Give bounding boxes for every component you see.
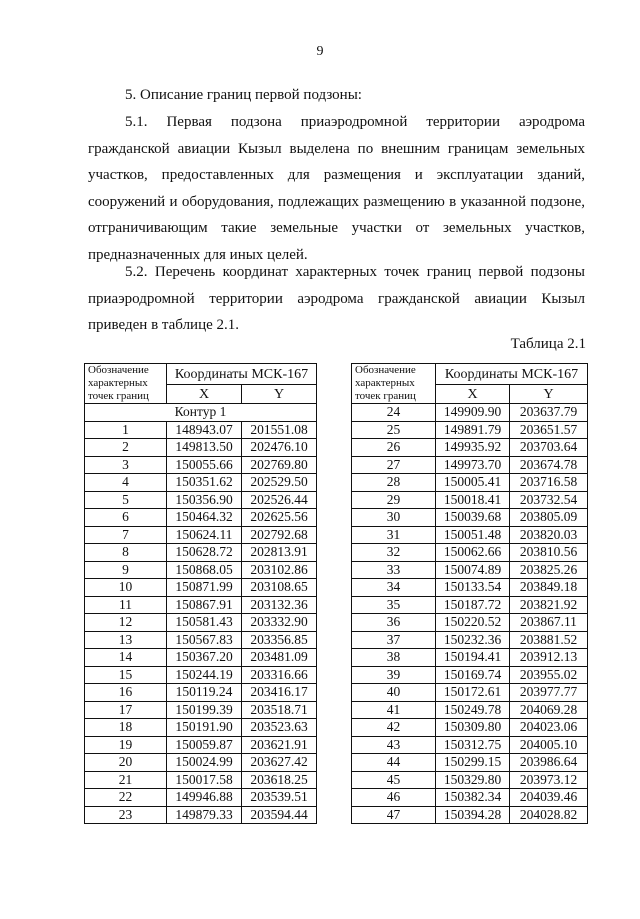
coord-x: 150382.34 xyxy=(436,789,510,807)
table-row xyxy=(85,456,317,474)
table-row xyxy=(352,631,588,649)
paragraph-5-2: 5.2. Перечень координат характерных точек границ первой подзоны приаэродромной территории аэродрома гражданской авиации Кызыл приведен в таблице 2.1. xyxy=(88,264,585,334)
point-number: 38 xyxy=(352,649,436,667)
table-row xyxy=(85,596,317,614)
coord-x: 150367.20 xyxy=(167,649,242,667)
coord-x: 149891.79 xyxy=(436,421,510,439)
coord-y: 203637.79 xyxy=(510,404,588,422)
coordinates-table-right xyxy=(351,363,588,824)
coord-x: 149813.50 xyxy=(167,439,242,457)
coord-x: 150232.36 xyxy=(436,631,510,649)
table-row xyxy=(352,421,588,439)
coord-y: 202769.80 xyxy=(242,456,317,474)
coord-y: 203881.52 xyxy=(510,631,588,649)
table-row xyxy=(85,439,317,457)
coord-x: 150169.74 xyxy=(436,666,510,684)
contour-label: Контур 1 xyxy=(85,404,317,422)
table-row xyxy=(85,736,317,754)
point-number: 20 xyxy=(85,754,167,772)
coord-y: 204028.82 xyxy=(510,806,588,824)
point-number: 35 xyxy=(352,596,436,614)
table-row xyxy=(85,754,317,772)
table-row xyxy=(352,684,588,702)
coord-y: 203618.25 xyxy=(242,771,317,789)
coord-x: 150312.75 xyxy=(436,736,510,754)
table-row xyxy=(352,596,588,614)
coord-x: 150055.66 xyxy=(167,456,242,474)
coord-y: 203594.44 xyxy=(242,806,317,824)
table-row xyxy=(352,719,588,737)
point-number: 12 xyxy=(85,614,167,632)
point-number: 24 xyxy=(352,404,436,422)
point-number: 27 xyxy=(352,456,436,474)
coord-x: 150464.32 xyxy=(167,509,242,527)
table-row xyxy=(85,684,317,702)
coord-x: 150005.41 xyxy=(436,474,510,492)
coord-x: 150628.72 xyxy=(167,544,242,562)
coord-y: 203805.09 xyxy=(510,509,588,527)
coord-y: 203716.58 xyxy=(510,474,588,492)
point-number: 5 xyxy=(85,491,167,509)
point-number: 32 xyxy=(352,544,436,562)
coord-y: 203825.26 xyxy=(510,561,588,579)
point-number: 17 xyxy=(85,701,167,719)
coord-y: 203820.03 xyxy=(510,526,588,544)
coord-x: 150187.72 xyxy=(436,596,510,614)
coord-y: 203703.64 xyxy=(510,439,588,457)
point-number: 33 xyxy=(352,561,436,579)
point-number: 7 xyxy=(85,526,167,544)
coord-y: 203810.56 xyxy=(510,544,588,562)
coord-y: 203356.85 xyxy=(242,631,317,649)
coord-x: 150059.87 xyxy=(167,736,242,754)
point-number: 41 xyxy=(352,701,436,719)
coord-y: 203523.63 xyxy=(242,719,317,737)
coord-x: 150074.89 xyxy=(436,561,510,579)
coord-x: 150624.11 xyxy=(167,526,242,544)
coord-x: 150024.99 xyxy=(167,754,242,772)
coord-y: 203518.71 xyxy=(242,701,317,719)
table-row xyxy=(85,789,317,807)
point-number: 19 xyxy=(85,736,167,754)
table-row xyxy=(85,649,317,667)
point-number: 45 xyxy=(352,771,436,789)
coord-y: 203316.66 xyxy=(242,666,317,684)
coord-x: 150309.80 xyxy=(436,719,510,737)
table-row xyxy=(85,666,317,684)
header-x: X xyxy=(436,385,510,404)
coord-x: 150356.90 xyxy=(167,491,242,509)
header-y: Y xyxy=(242,385,317,404)
point-number: 22 xyxy=(85,789,167,807)
table-row xyxy=(352,806,588,824)
coord-y: 204069.28 xyxy=(510,701,588,719)
page-number: 9 xyxy=(316,44,324,59)
coord-y: 203481.09 xyxy=(242,649,317,667)
point-number: 16 xyxy=(85,684,167,702)
coord-x: 150351.62 xyxy=(167,474,242,492)
table-row xyxy=(85,614,317,632)
point-number: 1 xyxy=(85,421,167,439)
point-number: 14 xyxy=(85,649,167,667)
coord-y: 203674.78 xyxy=(510,456,588,474)
coord-x: 150194.41 xyxy=(436,649,510,667)
table-row xyxy=(352,579,588,597)
table-row xyxy=(85,631,317,649)
coord-y: 203102.86 xyxy=(242,561,317,579)
table-row xyxy=(352,474,588,492)
point-number: 37 xyxy=(352,631,436,649)
coord-y: 203986.64 xyxy=(510,754,588,772)
coord-x: 150199.39 xyxy=(167,701,242,719)
coord-x: 150299.15 xyxy=(436,754,510,772)
coord-x: 150244.19 xyxy=(167,666,242,684)
coord-y: 201551.08 xyxy=(242,421,317,439)
point-number: 42 xyxy=(352,719,436,737)
table-row xyxy=(85,579,317,597)
coord-x: 150172.61 xyxy=(436,684,510,702)
table-row xyxy=(352,561,588,579)
coord-y: 203332.90 xyxy=(242,614,317,632)
point-number: 47 xyxy=(352,806,436,824)
table-row xyxy=(85,806,317,824)
point-number: 28 xyxy=(352,474,436,492)
header-point-label: Обозначение характерных точек границ xyxy=(352,364,436,404)
coord-x: 150220.52 xyxy=(436,614,510,632)
table-row xyxy=(352,754,588,772)
coord-x: 149973.70 xyxy=(436,456,510,474)
header-point-label: Обозначение характерных точек границ xyxy=(85,364,167,404)
coord-y: 204005.10 xyxy=(510,736,588,754)
table-row xyxy=(352,526,588,544)
coord-y: 203977.77 xyxy=(510,684,588,702)
table-row xyxy=(352,509,588,527)
point-number: 30 xyxy=(352,509,436,527)
table-row xyxy=(352,456,588,474)
point-number: 10 xyxy=(85,579,167,597)
table-row xyxy=(352,544,588,562)
point-number: 8 xyxy=(85,544,167,562)
coordinates-table-left xyxy=(84,363,317,824)
header-y: Y xyxy=(510,385,588,404)
coord-x: 149909.90 xyxy=(436,404,510,422)
point-number: 3 xyxy=(85,456,167,474)
point-number: 25 xyxy=(352,421,436,439)
point-number: 23 xyxy=(85,806,167,824)
table-row xyxy=(352,614,588,632)
table-row xyxy=(85,544,317,562)
coord-y: 203821.92 xyxy=(510,596,588,614)
coord-y: 203732.54 xyxy=(510,491,588,509)
coord-x: 150051.48 xyxy=(436,526,510,544)
point-number: 15 xyxy=(85,666,167,684)
paragraph-5-1: 5.1. Первая подзона приаэродромной территории аэродрома гражданской авиации Кызыл выделена по внешним границам земельных участков, предоставленных для размещения и эксплуатации зданий, сооружений и оборудования, подлежащих размещению в указанной подзоне, отграничивающим такие земельные участки от земельных участков, предназначенных для иных целей. xyxy=(88,114,585,263)
table-row xyxy=(85,771,317,789)
coord-y: 202529.50 xyxy=(242,474,317,492)
coord-y: 203912.13 xyxy=(510,649,588,667)
point-number: 34 xyxy=(352,579,436,597)
point-number: 40 xyxy=(352,684,436,702)
coord-x: 150394.28 xyxy=(436,806,510,824)
coord-y: 203973.12 xyxy=(510,771,588,789)
coord-x: 148943.07 xyxy=(167,421,242,439)
coord-x: 150191.90 xyxy=(167,719,242,737)
table-row xyxy=(85,561,317,579)
point-number: 11 xyxy=(85,596,167,614)
point-number: 13 xyxy=(85,631,167,649)
point-number: 6 xyxy=(85,509,167,527)
coord-x: 149946.88 xyxy=(167,789,242,807)
coord-y: 203627.42 xyxy=(242,754,317,772)
table-row xyxy=(85,701,317,719)
point-number: 31 xyxy=(352,526,436,544)
coord-x: 150119.24 xyxy=(167,684,242,702)
coord-y: 203416.17 xyxy=(242,684,317,702)
coord-y: 203955.02 xyxy=(510,666,588,684)
coord-y: 202625.56 xyxy=(242,509,317,527)
coord-y: 203867.11 xyxy=(510,614,588,632)
coord-x: 150017.58 xyxy=(167,771,242,789)
table-row xyxy=(85,421,317,439)
coord-y: 204023.06 xyxy=(510,719,588,737)
coord-x: 150581.43 xyxy=(167,614,242,632)
table-caption: Таблица 2.1 xyxy=(510,336,586,352)
point-number: 44 xyxy=(352,754,436,772)
coord-x: 150039.68 xyxy=(436,509,510,527)
point-number: 21 xyxy=(85,771,167,789)
coord-y: 203849.18 xyxy=(510,579,588,597)
coord-y: 203651.57 xyxy=(510,421,588,439)
table-row xyxy=(85,474,317,492)
header-coordinates: Координаты МСК-167 xyxy=(167,364,317,385)
table-row xyxy=(352,736,588,754)
point-number: 39 xyxy=(352,666,436,684)
point-number: 26 xyxy=(352,439,436,457)
coord-x: 150871.99 xyxy=(167,579,242,597)
point-number: 36 xyxy=(352,614,436,632)
coord-x: 150018.41 xyxy=(436,491,510,509)
coord-x: 150868.05 xyxy=(167,561,242,579)
table-row xyxy=(85,509,317,527)
coord-y: 203132.36 xyxy=(242,596,317,614)
coord-x: 150133.54 xyxy=(436,579,510,597)
coord-y: 202813.91 xyxy=(242,544,317,562)
coord-y: 202476.10 xyxy=(242,439,317,457)
point-number: 2 xyxy=(85,439,167,457)
coord-x: 149935.92 xyxy=(436,439,510,457)
point-number: 4 xyxy=(85,474,167,492)
table-row xyxy=(85,526,317,544)
coord-y: 203108.65 xyxy=(242,579,317,597)
point-number: 18 xyxy=(85,719,167,737)
table-row xyxy=(85,719,317,737)
table-row xyxy=(352,439,588,457)
coord-x: 149879.33 xyxy=(167,806,242,824)
table-row xyxy=(352,666,588,684)
coord-x: 150867.91 xyxy=(167,596,242,614)
header-coordinates: Координаты МСК-167 xyxy=(436,364,588,385)
header-x: X xyxy=(167,385,242,404)
table-row xyxy=(352,701,588,719)
coord-y: 202792.68 xyxy=(242,526,317,544)
point-number: 29 xyxy=(352,491,436,509)
coord-x: 150062.66 xyxy=(436,544,510,562)
point-number: 43 xyxy=(352,736,436,754)
coord-x: 150567.83 xyxy=(167,631,242,649)
table-row xyxy=(352,789,588,807)
table-row xyxy=(352,771,588,789)
coord-y: 203621.91 xyxy=(242,736,317,754)
table-row xyxy=(352,649,588,667)
point-number: 9 xyxy=(85,561,167,579)
point-number: 46 xyxy=(352,789,436,807)
table-row xyxy=(352,491,588,509)
table-row xyxy=(85,491,317,509)
coord-y: 202526.44 xyxy=(242,491,317,509)
coord-x: 150329.80 xyxy=(436,771,510,789)
table-row xyxy=(352,404,588,422)
coord-y: 203539.51 xyxy=(242,789,317,807)
coord-y: 204039.46 xyxy=(510,789,588,807)
section-heading: 5. Описание границ первой подзоны: xyxy=(125,87,362,103)
coord-x: 150249.78 xyxy=(436,701,510,719)
